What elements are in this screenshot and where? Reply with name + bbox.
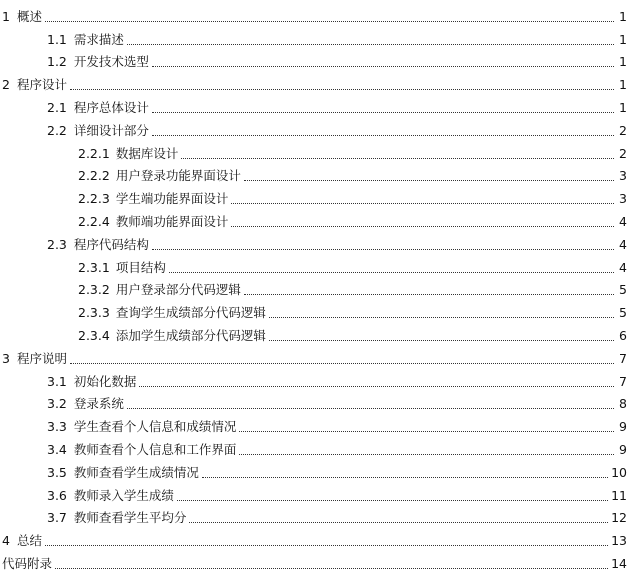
- dot-leader: [244, 293, 614, 295]
- toc-entry-2-2-2[interactable]: [0, 162, 633, 185]
- dot-leader: [239, 430, 614, 432]
- dot-leader: [231, 225, 614, 227]
- toc-entry-page: 6: [619, 327, 627, 343]
- toc-entry-number: 1: [2, 8, 10, 24]
- toc-entry-number: 3.5: [47, 464, 67, 480]
- toc-entry-3-1[interactable]: [0, 367, 633, 390]
- toc-entry-3-2[interactable]: [0, 390, 633, 413]
- toc-entry-title: 学生查看个人信息和成绩情况: [73, 419, 237, 435]
- dot-leader: [202, 476, 608, 478]
- toc-entry-page: 7: [619, 373, 627, 389]
- toc-entry-title: 程序说明: [16, 350, 67, 366]
- toc-entry-number: 1.2: [47, 54, 67, 70]
- toc-entry-title: 教师查看学生平均分: [73, 510, 187, 526]
- toc-entry-number: 3.2: [47, 396, 67, 412]
- toc-entry-title: 项目结构: [115, 259, 166, 275]
- toc-entry-title: 查询学生成绩部分代码逻辑: [115, 305, 266, 321]
- toc-entry-page: 5: [619, 305, 627, 321]
- toc-entry-page: 2: [619, 145, 627, 161]
- toc-entry-number: 2.2.2: [78, 168, 110, 184]
- toc-entry-page: 1: [619, 99, 627, 115]
- toc-entry-number: 2: [2, 77, 10, 93]
- toc-entry-title: 教师查看学生成绩情况: [73, 464, 199, 480]
- toc-entry-title: 总结: [16, 533, 42, 549]
- toc-entry-2-3-4[interactable]: [0, 321, 633, 344]
- toc-entry-number: 3: [2, 350, 10, 366]
- toc-entry-page: 4: [619, 259, 627, 275]
- toc-entry-2-3-1[interactable]: [0, 253, 633, 276]
- toc-entry-2[interactable]: [0, 70, 633, 93]
- toc-entry-title: 程序设计: [16, 77, 67, 93]
- toc-entry-page: 5: [619, 282, 627, 298]
- toc-entry-4[interactable]: [0, 526, 633, 549]
- toc-entry-title: 程序总体设计: [73, 99, 149, 115]
- toc-entry-page: 4: [619, 236, 627, 252]
- toc-entry-page: 1: [619, 31, 627, 47]
- toc-entry-page: 1: [619, 8, 627, 24]
- toc-entry-2-3-2[interactable]: [0, 276, 633, 299]
- toc-entry-2-3[interactable]: [0, 230, 633, 253]
- toc-entry-2-2-3[interactable]: [0, 184, 633, 207]
- toc-entry-page: 4: [619, 213, 627, 229]
- dot-leader: [152, 248, 614, 250]
- dot-leader: [55, 567, 608, 569]
- dot-leader: [152, 134, 614, 136]
- toc-entry-page: 2: [619, 122, 627, 138]
- dot-leader: [169, 271, 614, 273]
- toc-entry-title: 详细设计部分: [73, 122, 149, 138]
- toc-entry-number: 2.3.2: [78, 282, 110, 298]
- toc-entry-3-4[interactable]: [0, 435, 633, 458]
- toc-entry-page: 8: [619, 396, 627, 412]
- toc-entry-2-2[interactable]: [0, 116, 633, 139]
- toc-entry-number: 4: [2, 533, 10, 549]
- toc-entry-number: 2.2.3: [78, 191, 110, 207]
- dot-leader: [70, 362, 614, 364]
- toc-entry-number: 2.3.3: [78, 305, 110, 321]
- toc-entry-3-5[interactable]: [0, 458, 633, 481]
- toc-entry-2-1[interactable]: [0, 93, 633, 116]
- toc-entry-1-1[interactable]: [0, 25, 633, 48]
- toc-entry-number: 2.2.1: [78, 145, 110, 161]
- toc-entry-page: 3: [619, 168, 627, 184]
- toc-entry-appendix[interactable]: [0, 549, 633, 572]
- toc-entry-number: 2.1: [47, 99, 67, 115]
- dot-leader: [152, 65, 614, 67]
- toc-entry-3-7[interactable]: [0, 504, 633, 527]
- dot-leader: [45, 20, 614, 22]
- toc-entry-title: 用户登录部分代码逻辑: [115, 282, 241, 298]
- toc-entry-number: 3.7: [47, 510, 67, 526]
- toc-entry-page: 12: [611, 510, 627, 526]
- dot-leader: [231, 202, 614, 204]
- toc-entry-title: 数据库设计: [115, 145, 179, 161]
- toc-entry-title: 程序代码结构: [73, 236, 149, 252]
- toc-entry-title: 概述: [16, 8, 42, 24]
- toc-entry-number: 2.3.1: [78, 259, 110, 275]
- toc-entry-page: 7: [619, 350, 627, 366]
- toc-entry-title: 添加学生成绩部分代码逻辑: [115, 327, 266, 343]
- toc-entry-page: 1: [619, 54, 627, 70]
- dot-leader: [269, 339, 614, 341]
- toc-entry-number: 1.1: [47, 31, 67, 47]
- dot-leader: [181, 157, 614, 159]
- toc-entry-number: 2.3: [47, 236, 67, 252]
- dot-leader: [70, 88, 614, 90]
- dot-leader: [244, 179, 614, 181]
- toc-entry-2-2-1[interactable]: [0, 139, 633, 162]
- toc-entry-1-2[interactable]: [0, 48, 633, 71]
- toc-entry-2-3-3[interactable]: [0, 298, 633, 321]
- toc-entry-page: 9: [619, 419, 627, 435]
- dot-leader: [239, 453, 614, 455]
- dot-leader: [45, 544, 608, 546]
- toc-entry-page: 3: [619, 191, 627, 207]
- toc-entry-3-3[interactable]: [0, 412, 633, 435]
- dot-leader: [127, 43, 614, 45]
- toc-entry-title: 需求描述: [73, 31, 124, 47]
- dot-leader: [139, 385, 614, 387]
- toc-entry-title: 学生端功能界面设计: [115, 191, 229, 207]
- toc-entry-number: 2.3.4: [78, 327, 110, 343]
- toc-entry-number: 3.6: [47, 487, 67, 503]
- toc-entry-title: 教师录入学生成绩: [73, 487, 174, 503]
- toc-entry-page: 1: [619, 77, 627, 93]
- toc-entry-title: 教师端功能界面设计: [115, 213, 229, 229]
- toc-entry-title: 开发技术选型: [73, 54, 149, 70]
- dot-leader: [127, 407, 614, 409]
- toc-entry-1[interactable]: [0, 2, 633, 25]
- toc-entry-page: 9: [619, 441, 627, 457]
- dot-leader: [189, 521, 608, 523]
- toc-entry-page: 13: [611, 533, 627, 549]
- toc-entry-3[interactable]: [0, 344, 633, 367]
- toc-entry-page: 11: [611, 487, 627, 503]
- toc-entry-title: 教师查看个人信息和工作界面: [73, 441, 237, 457]
- toc-entry-title: 登录系统: [73, 396, 124, 412]
- toc-entry-number: 3.3: [47, 419, 67, 435]
- toc-entry-page: 14: [611, 555, 627, 571]
- toc-entry-number: 2.2: [47, 122, 67, 138]
- toc-entry-3-6[interactable]: [0, 481, 633, 504]
- toc-entry-title: 代码附录: [2, 555, 53, 571]
- dot-leader: [152, 111, 614, 113]
- dot-leader: [177, 499, 608, 501]
- toc-entry-2-2-4[interactable]: [0, 207, 633, 230]
- table-of-contents: [0, 2, 633, 572]
- toc-entry-title: 初始化数据: [73, 373, 137, 389]
- toc-entry-title: 用户登录功能界面设计: [115, 168, 241, 184]
- toc-entry-number: 3.4: [47, 441, 67, 457]
- toc-entry-number: 3.1: [47, 373, 67, 389]
- dot-leader: [269, 316, 614, 318]
- toc-entry-page: 10: [611, 464, 627, 480]
- toc-entry-number: 2.2.4: [78, 213, 110, 229]
